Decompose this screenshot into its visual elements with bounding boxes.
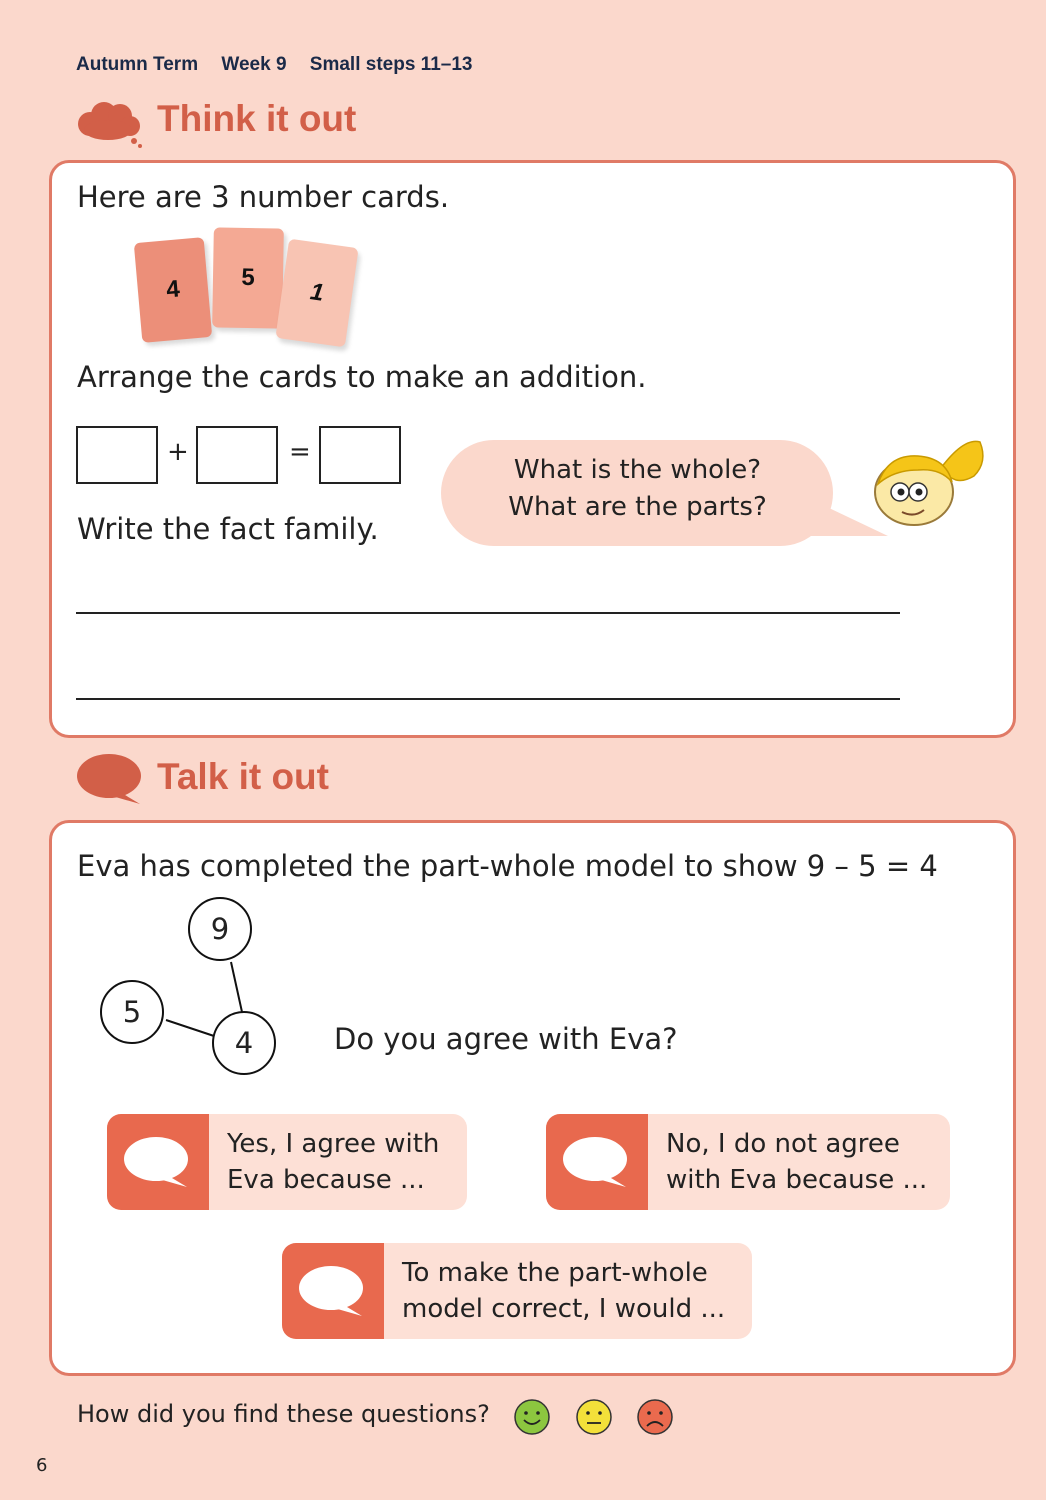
think-title: Think it out	[157, 98, 357, 139]
speech-bubble-icon	[298, 1264, 368, 1318]
response-text	[648, 1114, 945, 1210]
response-line: No, I do not agree	[666, 1129, 900, 1159]
speech-line-2: What are the parts?	[508, 492, 767, 522]
response-line: model correct, I would ...	[402, 1294, 726, 1324]
thought-cloud-icon	[74, 98, 144, 150]
sad-face-icon[interactable]	[636, 1398, 674, 1436]
arrange-instruction: Arrange the cards to make an addition.	[77, 360, 647, 394]
number-card[interactable]: 5	[212, 227, 284, 328]
answer-line-2[interactable]	[76, 698, 900, 700]
addend-box-2[interactable]	[196, 426, 278, 484]
happy-face-icon[interactable]	[513, 1398, 551, 1436]
plus-sign: +	[167, 437, 189, 467]
addend-box-1[interactable]	[76, 426, 158, 484]
sum-box[interactable]	[319, 426, 401, 484]
speech-bubble-text	[460, 452, 815, 526]
response-line: Yes, I agree with	[227, 1129, 440, 1159]
response-line: To make the part-whole	[402, 1258, 708, 1288]
number-card[interactable]: 4	[134, 237, 212, 343]
header-term: Autumn Term	[76, 54, 199, 75]
talk-intro: Eva has completed the part-whole model to show 9 – 5 = 4	[77, 849, 938, 883]
neutral-face-icon[interactable]	[575, 1398, 613, 1436]
speech-bubble-icon	[123, 1135, 193, 1189]
speech-icon-box	[107, 1114, 209, 1210]
response-starter-agree[interactable]	[107, 1114, 467, 1210]
part-circle-right: 4	[212, 1011, 276, 1075]
speech-bubble-icon	[562, 1135, 632, 1189]
agree-question: Do you agree with Eva?	[334, 1022, 678, 1056]
page-number: 6	[36, 1455, 48, 1476]
think-intro: Here are 3 number cards.	[77, 180, 450, 214]
response-line: Eva because ...	[227, 1165, 425, 1195]
response-line: with Eva because ...	[666, 1165, 928, 1195]
header-week: Week 9	[221, 54, 287, 75]
speech-line-1: What is the whole?	[513, 455, 762, 485]
answer-line-1[interactable]	[76, 612, 900, 614]
part-circle-left: 5	[100, 980, 164, 1044]
speech-bubble-icon	[76, 752, 144, 806]
response-starter-correct[interactable]	[282, 1243, 752, 1339]
response-starter-disagree[interactable]	[546, 1114, 950, 1210]
response-text	[209, 1114, 457, 1210]
number-card[interactable]: 1	[275, 239, 358, 348]
page-header	[76, 54, 490, 76]
speech-icon-box	[282, 1243, 384, 1339]
talk-title: Talk it out	[157, 756, 329, 797]
header-steps: Small steps 11–13	[309, 54, 473, 75]
girl-character-icon	[868, 432, 990, 532]
feedback-question: How did you find these questions?	[77, 1400, 490, 1428]
fact-family-instruction: Write the fact family.	[77, 512, 379, 546]
equals-sign: =	[289, 437, 311, 467]
speech-icon-box	[546, 1114, 648, 1210]
whole-circle: 9	[188, 897, 252, 961]
response-text	[384, 1243, 743, 1339]
